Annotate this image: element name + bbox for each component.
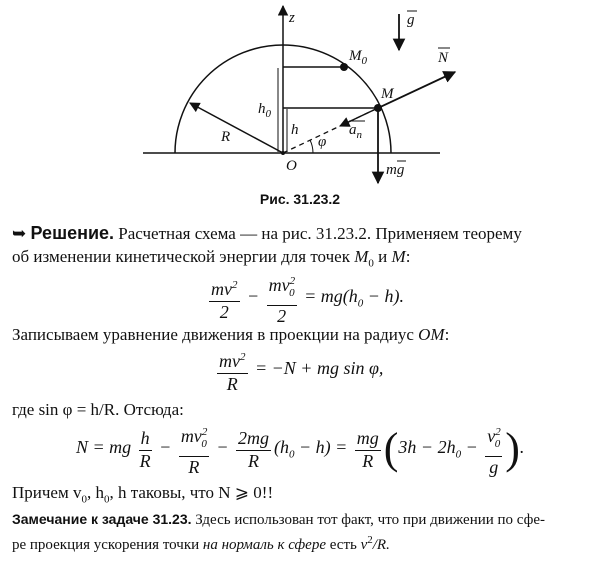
colon-2: : (444, 325, 450, 344)
solution-line-5 (12, 483, 273, 509)
note-text-1: Здесь использован тот факт, что при движении по сфе- (191, 512, 546, 528)
label-o: O (286, 158, 297, 174)
label-r: R (221, 129, 231, 145)
label-n: N (438, 50, 449, 66)
figure-31-23-2 (0, 0, 600, 185)
h0-sub: 0 (103, 493, 110, 506)
note-heading: Замечание к задаче 31.23. (12, 511, 192, 527)
label-z: z (289, 10, 295, 26)
note-line-1 (12, 510, 545, 530)
solution-line-4 (12, 400, 184, 420)
point-m0-ref-sub: 0 (368, 257, 374, 270)
phi-arc (310, 140, 313, 153)
v0-sub: 0 (81, 493, 87, 506)
label-h: h (291, 122, 299, 138)
label-h0: $h_0$ (258, 101, 271, 120)
arrow-icon: ➥ (12, 224, 27, 244)
solution-text-3: Записываем уравнение движения в проекции на радиус (12, 325, 419, 344)
solution-line-1 (12, 223, 522, 244)
point-m0 (340, 63, 348, 71)
note-text-2b: есть (326, 537, 361, 553)
solution-heading: Решение. (30, 223, 115, 243)
solution-text-1: Расчетная схема — на рис. 31.23.2. Применяем теорему (114, 224, 522, 243)
note-text-2c: /R. (372, 537, 390, 553)
equation-3: N = mg $\frac{h}{R}$ − $\frac{mv^2_0}{R}$ − $\frac{2mg}{R}$ $(h_0 - h)$ = $\frac{mg}{R}$ ($3h - 2h_0$ − $\frac{v^2_0}{g}$ ). (76, 421, 524, 477)
label-m: M (381, 86, 394, 102)
point-m0-ref: M (354, 247, 369, 266)
om-ref: OM (418, 325, 445, 344)
solution-text-5b: , h (86, 483, 104, 502)
equation-1: $\frac{mv^2}{2}$ − $\frac{mv^2_0}{2}$ = $mg(h_0 - h)$. (206, 270, 404, 326)
label-phi: φ (318, 134, 327, 150)
label-an: $a_n$ (349, 122, 362, 141)
solution-line-3 (12, 325, 449, 345)
note-v: v (360, 537, 368, 553)
equation-2: $\frac{mv^2}{R}$ = −N + mg sin φ, (214, 346, 383, 394)
label-g: g (407, 12, 415, 28)
solution-text-4: где sin φ = h/R. Отсюда: (12, 400, 184, 419)
colon: : (405, 247, 411, 266)
note-line-2 (12, 531, 390, 555)
note-text-2a: ре проекция ускорения точки (12, 537, 203, 553)
note-v-sup: 2 (367, 534, 373, 546)
solution-text-5c: , h таковы, что N ⩾ 0!! (109, 483, 274, 502)
an-arrow (340, 108, 378, 126)
label-mg: mg (386, 162, 405, 178)
note-text-italic: на нормаль к сфере (202, 537, 326, 553)
point-m-ref: M (391, 247, 406, 266)
figure-caption: Рис. 31.23.2 (259, 191, 341, 207)
solution-text-2: об изменении кинетической энергии для точек (12, 247, 355, 266)
label-m0: $M_0$ (349, 48, 367, 67)
point-m (374, 104, 382, 112)
solution-text-5a: Причем v (12, 483, 82, 502)
conj-and: и (373, 247, 392, 266)
point-o (281, 151, 285, 155)
